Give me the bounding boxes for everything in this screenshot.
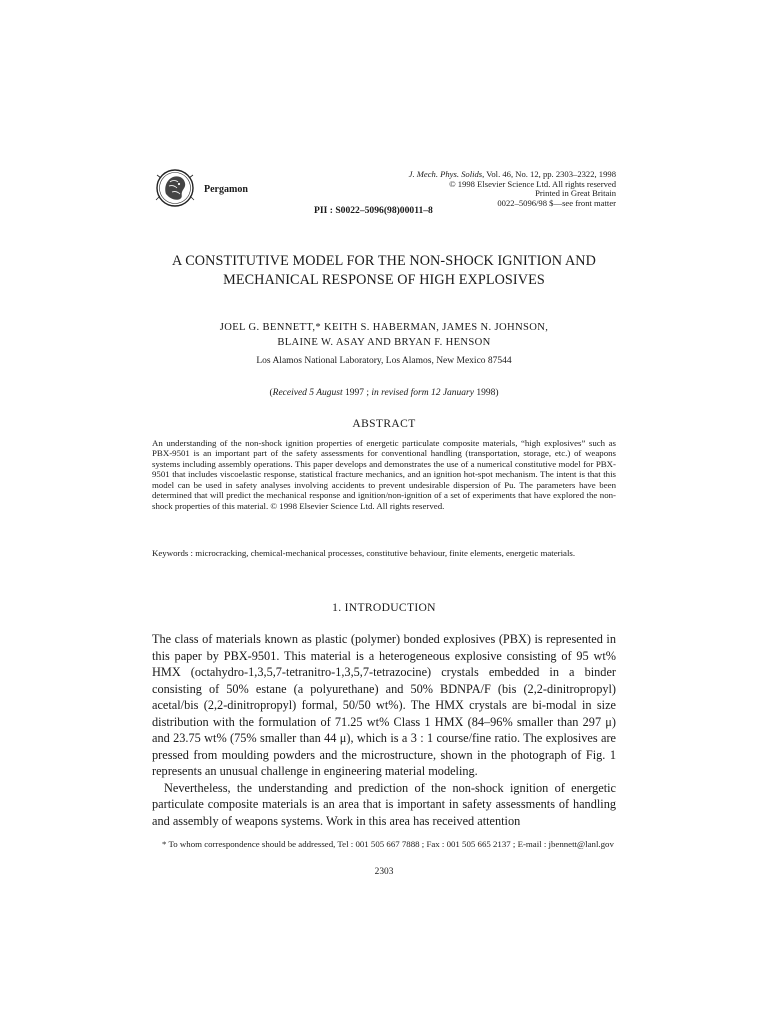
article-title: A CONSTITUTIVE MODEL FOR THE NON-SHOCK IGNITION AND MECHANICAL RESPONSE OF HIGH EXPLOSIVES [171,253,596,288]
revised-year: 1998) [473,388,499,398]
journal-info [316,170,616,208]
publisher-name: Pergamon [204,184,248,195]
pergamon-logo-icon [152,168,198,208]
authors-line-2: BLAINE W. ASAY AND BRYAN F. HENSON [277,336,491,348]
introduction-body [152,631,616,829]
paragraph: Nevertheless, the understanding and prediction of the non-shock ignition of energetic particulate composite materials is an area that is important in safety assessments of handling and assembly of weapons systems. Work in this area has received attention [152,780,616,828]
footnote: * To whom correspondence should be addressed, Tel : 001 505 667 7888 ; Fax : 001 505 665 2137 ; E-mail : jbennett@lanl.gov [162,839,614,849]
pii: PII : S0022–5096(98)00011–8 [314,205,433,216]
affiliation: Los Alamos National Laboratory, Los Alamos, New Mexico 87544 [256,356,512,366]
received-dates [150,388,618,398]
received-open-paren: ( [269,388,273,398]
printed-line: Printed in Great Britain [535,188,616,199]
journal-name: J. Mech. Phys. Solids [408,169,483,179]
section-heading-introduction: 1. INTRODUCTION [332,601,436,614]
abstract-heading: ABSTRACT [352,418,416,430]
journal-volume: , Vol. 46, No. 12, pp. 2303–2322, 1998 [482,169,616,179]
received-label: Received 5 August [272,388,343,398]
authors [150,321,618,350]
keywords: Keywords : microcracking, chemical-mechanical processes, constitutive behaviour, finite elements, energetic materials. [152,548,576,558]
revised-label: in revised form 12 January [371,388,474,398]
abstract-text: An understanding of the non-shock ignition properties of energetic particulate composite materials, “high explosives” such as PBX-9501 is an important part of the safety assessments for conventional handling (transportation, storage, etc.) of weapons systems including assembly operations. This paper develops and demonstrates the use of a numerical constitutive model for PBX-9501 that includes viscoelastic response, statistical fracture mechanics, and an ignition hot-spot mechanism. The intent is that this model can be used in safety analyses involving accidents to prevent undesirable dispersion of Pu. The parameters have been determined that will predict the mechanical response and ignition/non-ignition of a set of experiments that have explored the non-shock properties of this material. © 1998 Elsevier Science Ltd. All rights reserved. [152,438,616,511]
page-number: 2303 [374,867,394,877]
copyright-line: © 1998 Elsevier Science Ltd. All rights reserved [449,178,616,189]
authors-line-1: JOEL G. BENNETT,* KEITH S. HABERMAN, JAMES N. JOHNSON, [219,322,549,333]
paragraph: The class of materials known as plastic (polymer) bonded explosives (PBX) is represented in this paper by PBX-9501. This material is a heterogeneous explosive consisting of 95 wt% HMX (octahydro-1,3,5,7-tetranitro-1,3,5,7-tetrazocine) crystals embedded in a binder consisting of 50% estane (a polyurethane) and 50% BDNPA/F (bis (2,2-dinitropropyl) acetal/bis (2,2-dinitropropyl) formal, 50/50 wt%). The HMX crystals are bi-modal in size distribution with the formulation of 71.25 wt% Class 1 HMX (84–96% smaller than 297 μ) and 23.75 wt% (75% smaller than 44 μ), which is a 3 : 1 course/fine ratio. The explosives are pressed from moulding powders and the microstructure, shown in the photograph of Fig. 1 represents an unusual challenge in engineering material modeling. [152,632,616,778]
issn-line: 0022–5096/98 $—see front matter [497,197,616,208]
received-year: 1997 ; [342,388,372,398]
